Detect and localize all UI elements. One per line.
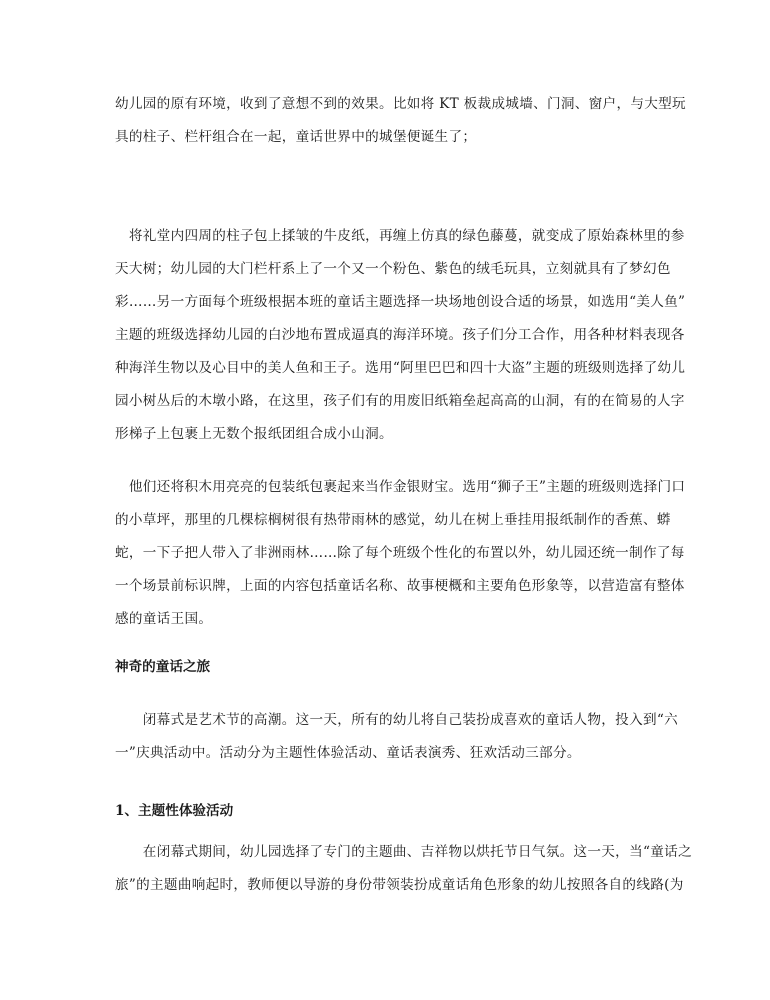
text-line: 幼儿园的原有环境，收到了意想不到的效果。比如将 KT 板裁成城墙、门洞、窗户，与大型玩	[115, 96, 686, 112]
paragraph-kt-board-castle	[115, 88, 686, 154]
text-line: 形梯子上包裹上无数个报纸团组合成小山洞。	[115, 426, 393, 442]
section-heading-fairy-tale-journey: 神奇的童话之旅	[115, 659, 211, 675]
paragraph-treasure-and-signs	[115, 471, 686, 636]
text-line: 主题的班级选择幼儿园的白沙地布置成逼真的海洋环境。孩子们分工合作，用各种材料表现各	[115, 327, 685, 343]
text-line: 种海洋生物以及心目中的美人鱼和王子。选用“阿里巴巴和四十大盗”主题的班级则选择了幼儿	[115, 360, 686, 376]
paragraph-closing-ceremony	[115, 704, 678, 770]
text-line: 一”庆典活动中。活动分为主题性体验活动、童话表演秀、狂欢活动三部分。	[115, 745, 581, 761]
text-line: 天大树；幼儿园的大门栏杆系上了一个又一个粉色、紫色的绒毛玩具，立刻就具有了梦幻色	[115, 261, 671, 277]
paragraph-forest-decoration	[115, 220, 686, 451]
text-line: 一个场景前标识牌，上面的内容包括童话名称、故事梗概和主要角色形象等，以营造富有整体	[115, 578, 685, 594]
text-line: 彩……另一方面每个班级根据本班的童话主题选择一块场地创设合适的场景，如选用“美人鱼”	[115, 294, 686, 310]
text-line: 他们还将积木用亮亮的包装纸包裹起来当作金银财宝。选用“狮子王”主题的班级则选择门口	[115, 479, 686, 495]
text-line: 感的童话王国。	[115, 611, 213, 627]
section-heading-themed-activity: 1、主题性体验活动	[115, 803, 234, 819]
text-line: 闭幕式是艺术节的高潮。这一天，所有的幼儿将自己装扮成喜欢的童话人物，投入到“六	[115, 712, 678, 728]
text-line: 园小树丛后的木墩小路，在这里，孩子们有的用废旧纸箱垒起高高的山洞，有的在简易的人字	[115, 393, 685, 409]
text-line: 将礼堂内四周的柱子包上揉皱的牛皮纸，再缠上仿真的绿色藤蔓，就变成了原始森林里的参	[115, 228, 685, 244]
text-line: 旅”的主题曲响起时，教师便以导游的身份带领装扮成童话角色形象的幼儿按照各自的线路(为	[115, 877, 684, 893]
paragraph-theme-song	[115, 836, 692, 902]
text-line: 蛇，一下子把人带入了非洲雨林……除了每个班级个性化的布置以外，幼儿园还统一制作了每	[115, 545, 685, 561]
text-line: 的小草坪，那里的几棵棕榈树很有热带雨林的感觉，幼儿在树上垂挂用报纸制作的香蕉、蟒	[115, 512, 671, 528]
text-line: 具的柱子、栏杆组合在一起，童话世界中的城堡便诞生了；	[115, 129, 477, 145]
text-line: 在闭幕式期间，幼儿园选择了专门的主题曲、吉祥物以烘托节日气氛。这一天，当“童话之	[115, 844, 692, 860]
